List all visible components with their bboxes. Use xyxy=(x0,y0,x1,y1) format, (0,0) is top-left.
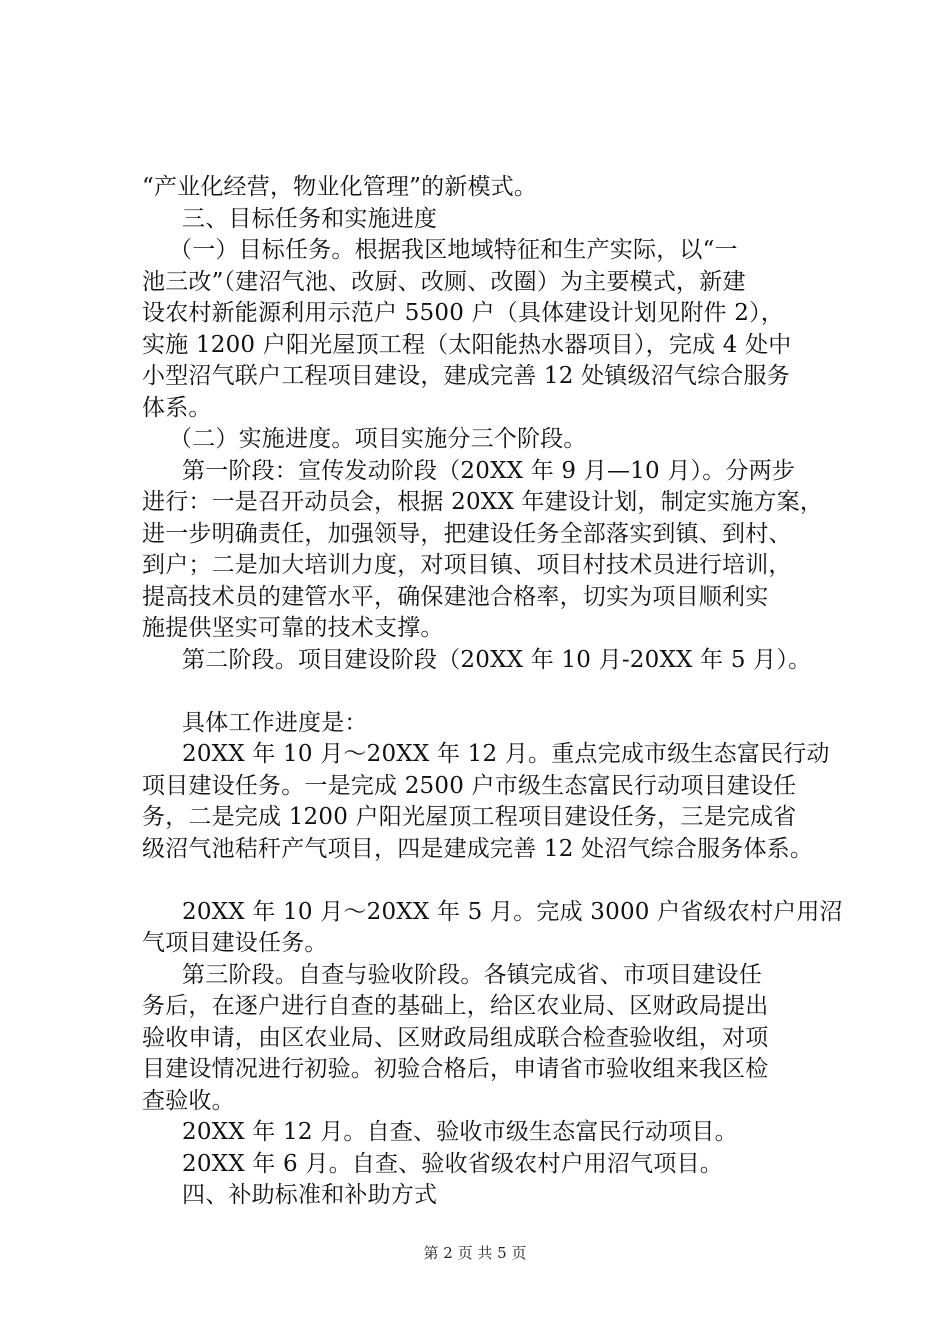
paragraph-line: 查验收。 xyxy=(142,1087,235,1114)
paragraph-line: 验收申请，由区农业局、区财政局组成联合检查验收组，对项 xyxy=(142,1024,769,1051)
paragraph-line: 第三阶段。自查与验收阶段。各镇完成省、市项目建设任 xyxy=(182,961,762,988)
paragraph-line: 到户；二是加大培训力度，对项目镇、项目村技术员进行培训， xyxy=(142,552,792,578)
blank-line xyxy=(142,676,842,708)
paragraph-line: 进一步明确责任，加强领导，把建设任务全部落实到镇、到村、 xyxy=(142,520,792,547)
paragraph-line: 气项目建设任务。 xyxy=(142,930,328,956)
paragraph-line: 第二阶段。项目建设阶段（20XX 年 10 月-20XX 年 5 月）。 xyxy=(182,646,812,673)
paragraph-line: 提高技术员的建管水平，确保建池合格率，切实为项目顺利实 xyxy=(142,583,769,610)
paragraph-line: 20XX 年 10 月～20XX 年 12 月。重点完成市级生态富民行动 xyxy=(182,741,830,767)
paragraph-line: 项目建设任务。一是完成 2500 户市级生态富民行动项目建设任 xyxy=(142,772,797,799)
paragraph-line: 级沼气池秸秆产气项目，四是建成完善 12 处沼气综合服务体系。 xyxy=(142,835,814,862)
paragraph-line: 20XX 年 10 月～20XX 年 5 月。完成 3000 户省级农村户用沼 xyxy=(182,898,843,925)
paragraph-line: 具体工作进度是： xyxy=(182,709,368,736)
paragraph-line: 设农村新能源利用示范户 5500 户（具体建设计划见附件 2）， xyxy=(142,300,784,326)
paragraph-line: 施提供坚实可靠的技术支撑。 xyxy=(142,615,444,641)
paragraph-line: 实施 1200 户阳光屋顶工程（太阳能热水器项目），完成 4 处中 xyxy=(142,331,792,358)
paragraph-line: 小型沼气联户工程项目建设，建成完善 12 处镇级沼气综合服务 xyxy=(142,363,790,389)
paragraph-line: “产业化经营，物业化管理”的新模式。 xyxy=(142,174,538,200)
paragraph-line: 第一阶段：宣传发动阶段（20XX 年 9 月—10 月）。分两步 xyxy=(182,457,796,484)
blank-line xyxy=(142,865,842,897)
paragraph-line: 20XX 年 6 月。自查、验收省级农村户用沼气项目。 xyxy=(182,1150,723,1177)
paragraph-line: （一）目标任务。根据我区地域特征和生产实际，以“一 xyxy=(169,237,738,263)
page-footer: 第 2 页 共 5 页 xyxy=(423,1244,527,1262)
document-body xyxy=(142,172,842,1212)
paragraph-line: 四、补助标准和补助方式 xyxy=(182,1182,438,1208)
paragraph-line: 务，二是完成 1200 户阳光屋顶工程项目建设任务，三是完成省 xyxy=(142,804,797,830)
paragraph-line: 三、目标任务和实施进度 xyxy=(182,205,438,232)
paragraph-line: 池三改”（建沼气池、改厨、改厕、改圈）为主要模式，新建 xyxy=(142,268,746,295)
paragraph-line: 体系。 xyxy=(142,394,212,421)
paragraph-line: 目建设情况进行初验。初验合格后，申请省市验收组来我区检 xyxy=(142,1056,769,1082)
paragraph-line: 进行：一是召开动员会，根据 20XX 年建设计划，制定实施方案， xyxy=(142,489,824,515)
paragraph-line: 务后，在逐户进行自查的基础上，给区农业局、区财政局提出 xyxy=(142,993,769,1019)
paragraph-line: 20XX 年 12 月。自查、验收市级生态富民行动项目。 xyxy=(182,1119,738,1145)
paragraph-line: （二）实施进度。项目实施分三个阶段。 xyxy=(169,426,587,452)
